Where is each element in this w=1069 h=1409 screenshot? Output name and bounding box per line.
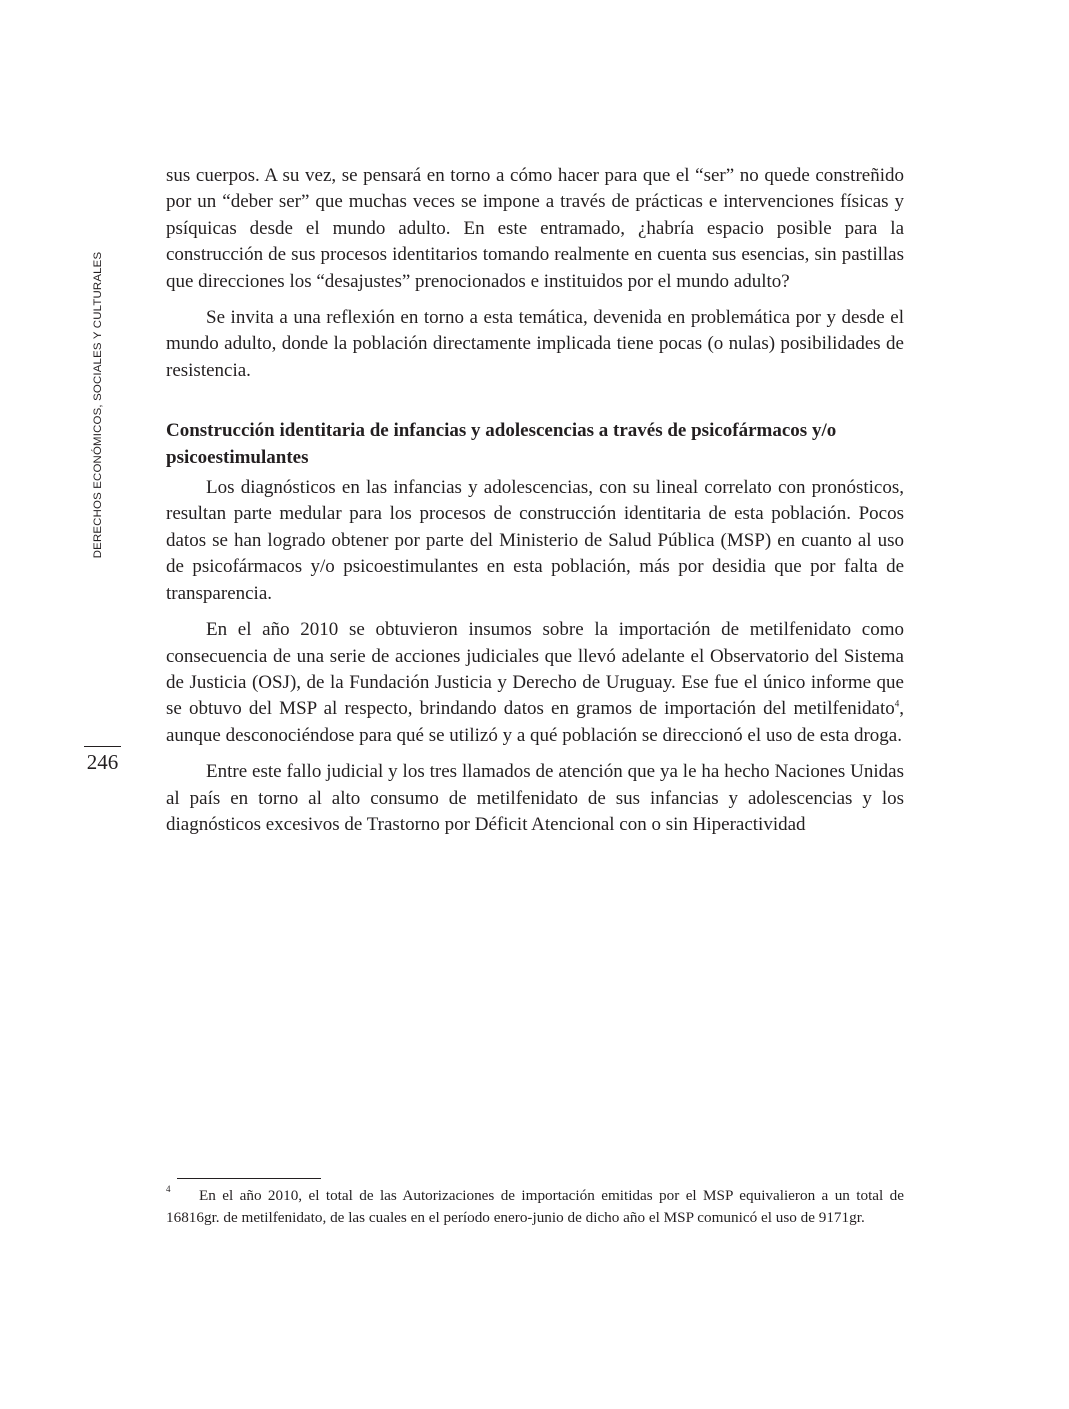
footnote-marker: 4 [166, 1184, 171, 1194]
page-number-rule [84, 746, 121, 747]
paragraph-4-text-b: , aunque desconociéndose para qué se utilizó y a qué población se direccionó el uso de esta droga. [166, 698, 904, 746]
paragraph-2: Se invita a una reflexión en torno a esta temática, devenida en problemática por y desde el mundo adulto, donde la población directamente implicada tiene pocas (o nulas) posibilidades de resistencia. [166, 307, 904, 381]
paragraph-3: Los diagnósticos en las infancias y adolescencias, con su lineal correlato con pronósticos, resultan parte medular para los procesos de construcción identitaria de esta población. Pocos datos se han logrado obtener por parte del Ministerio de Salud Pública (MSP) en cuanto al uso de psicofármacos y/o psicoestimulantes en esta población, más por desidia que por falta de transparencia. [166, 477, 904, 604]
paragraph-5: Entre este fallo judicial y los tres llamados de atención que ya le ha hecho Naciones Unidas al país en torno al alto consumo de metilfenidato de sus infancias y adolescencias y los diagnósticos excesivos de Trastorno por Déficit Atencional con o sin Hiperactividad [166, 761, 904, 835]
section-heading: Construcción identitaria de infancias y adolescencias a través de psicofármacos y/o psicoestimulantes [166, 420, 837, 468]
page-number: 246 [86, 750, 119, 774]
paragraph-1: sus cuerpos. A su vez, se pensará en torno a cómo hacer para que el “ser” no quede constreñido por un “deber ser” que muchas veces se impone a través de prácticas e intervenciones físicas y psíquicas desde el mundo adulto. En este entramado, ¿habría espacio posible para la construcción de sus procesos identitarios tomando realmente en cuenta sus esencias, sin pastillas que direcciones los “desajustes” prenocionados e instituidos por el mundo adulto? [166, 165, 904, 292]
running-title: DERECHOS ECONÓMICOS, SOCIALES Y CULTURALES [92, 251, 104, 559]
paragraph-4-text-a: En el año 2010 se obtuvieron insumos sobre la importación de metilfenidato como consecuencia de una serie de acciones judiciales que llevó adelante el Observatorio del Sistema de Justicia (OSJ), de la Fundación Justicia y Derecho de Uruguay. Ese fue el único informe que se obtuvo del MSP al respecto, brindando datos en gramos de importación del metilfenidato [166, 619, 904, 720]
paragraph-4 [166, 617, 904, 749]
footnote-rule [177, 1178, 321, 1179]
footnote-text: En el año 2010, el total de las Autorizaciones de importación emitidas por el MSP equivalieron a un total de 16816gr. de metilfenidato, de las cuales en el período enero-junio de dicho año el MSP comunicó el uso de 9171gr. [166, 1187, 904, 1226]
main-text [166, 163, 904, 838]
footnote-reference[interactable]: 4 [894, 698, 900, 709]
